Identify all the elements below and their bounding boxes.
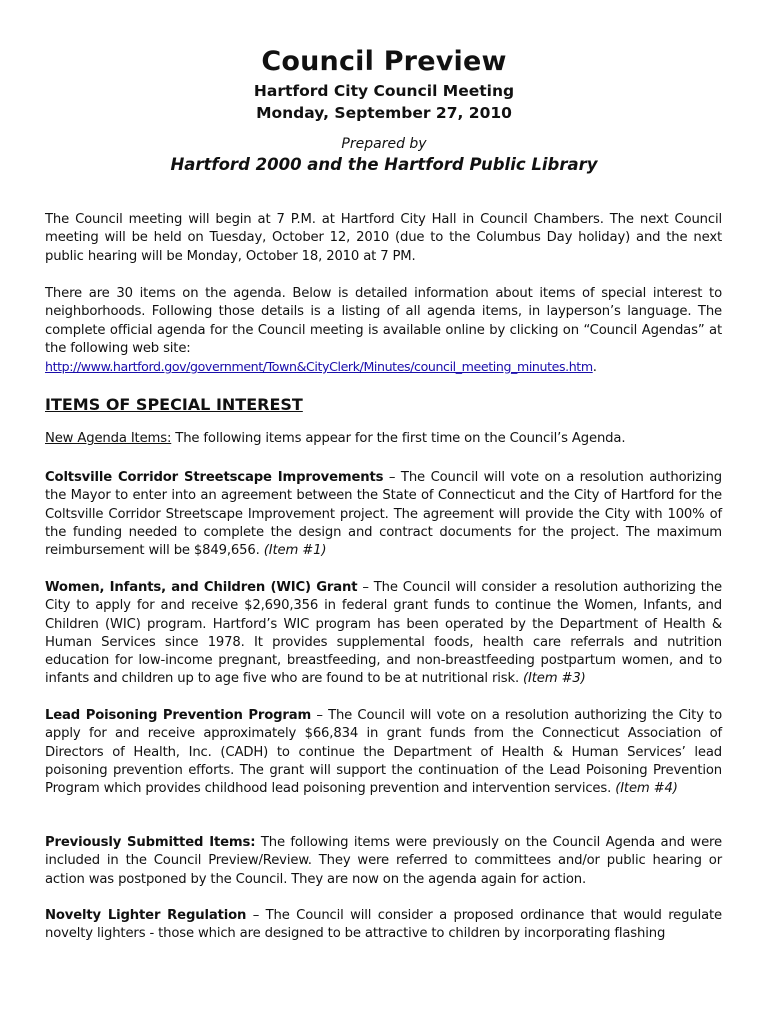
item-text: – The Council will vote on a resolution authorizing the City to apply for and receive approximately $66,834 in grant funds from the Connecticut Association of Directors of Health, Inc. (CADH) to continue the Department of Health & Human Services’ lead poisoning prevention efforts. The grant will support the continuation of the Lead Poisoning Prevention Program which provides childhood lead poisoning prevention and intervention services. <box>45 708 722 797</box>
intro-text-2: There are 30 items on the agenda. Below is detailed information about items of special interest to neighborhoods. Following those details is a listing of all agenda items, in layperson’s language. The complete official agenda for the Council meeting is available online by clicking on “Council Agendas” at the following web site: <box>45 286 722 356</box>
section-heading: ITEMS OF SPECIAL INTEREST <box>45 395 303 414</box>
item-title: Novelty Lighter Regulation <box>45 908 247 923</box>
meeting-date: Monday, September 27, 2010 <box>256 104 512 122</box>
item-wic-grant <box>45 579 722 689</box>
new-items-label: New Agenda Items: <box>45 431 172 446</box>
item-title: Lead Poisoning Prevention Program <box>45 708 312 723</box>
item-title: Coltsville Corridor Streetscape Improvements <box>45 470 384 485</box>
item-novelty-lighter <box>45 907 722 944</box>
intro-paragraph-2 <box>45 285 722 377</box>
meeting-name: Hartford City Council Meeting <box>253 82 515 100</box>
item-text: – The Council will vote on a resolution authorizing the Mayor to enter into an agreement between the State of Connecticut and the City of Hartford for the Coltsville Corridor Streetscape Improvement project. The agreement will provide the City with 100% of the funding needed to complete the design and contract documents for the project. The maximum reimbursement will be $849,656. <box>45 470 722 559</box>
item-lead-poisoning <box>45 707 722 798</box>
new-items-paragraph <box>45 430 722 448</box>
new-items-text: The following items appear for the first time on the Council’s Agenda. <box>171 431 626 446</box>
item-ref: (Item #4) <box>615 781 678 797</box>
item-title: Women, Infants, and Children (WIC) Grant <box>45 580 358 595</box>
intro-text-1: The Council meeting will begin at 7 P.M. at Hartford City Hall in Council Chambers. The next Council meeting will be held on Tuesday, October 12, 2010 (due to the Columbus Day holiday) and the next public hearing will be Monday, October 18, 2010 at 7 PM. <box>45 212 722 264</box>
item-coltsville <box>45 469 722 560</box>
link-suffix: . <box>592 360 597 376</box>
item-ref: (Item #3) <box>523 671 586 687</box>
item-text: – The Council will consider a resolution authorizing the City to apply for and receive $2,690,356 in federal grant funds to continue the Women, Infants, and Children (WIC) program. Hartford’s WIC program has been operated by the Department of Health & Human Services since 1978. It provides supplemental foods, health care referrals and nutrition education for low-income pregnant, breastfeeding, and non-breastfeeding postpartum women, and to infants and children up to age five who are found to be at nutritional risk. <box>45 580 722 687</box>
previous-items-text: The following items were previously on the Council Agenda and were included in the Council Preview/Review. They were referred to committees and/or public hearing or action was postponed by the Council. They are now on the agenda again for action. <box>45 835 722 887</box>
intro-paragraph-1 <box>45 211 722 266</box>
item-text: – The Council will consider a proposed ordinance that would regulate novelty lighters - those which are designed to be attractive to children by incorporating flashing <box>45 908 723 942</box>
prepared-by: Prepared by <box>341 136 427 152</box>
council-minutes-link[interactable]: http://www.hartford.gov/government/Town&CityClerk/Minutes/council_meeting_minutes.htm <box>45 359 593 375</box>
page-title: Council Preview <box>261 46 507 77</box>
previous-items-paragraph <box>45 834 722 889</box>
organization: Hartford 2000 and the Hartford Public Library <box>170 155 598 174</box>
item-ref: (Item #1) <box>263 543 327 559</box>
previous-items-label: Previously Submitted Items: <box>45 835 256 850</box>
